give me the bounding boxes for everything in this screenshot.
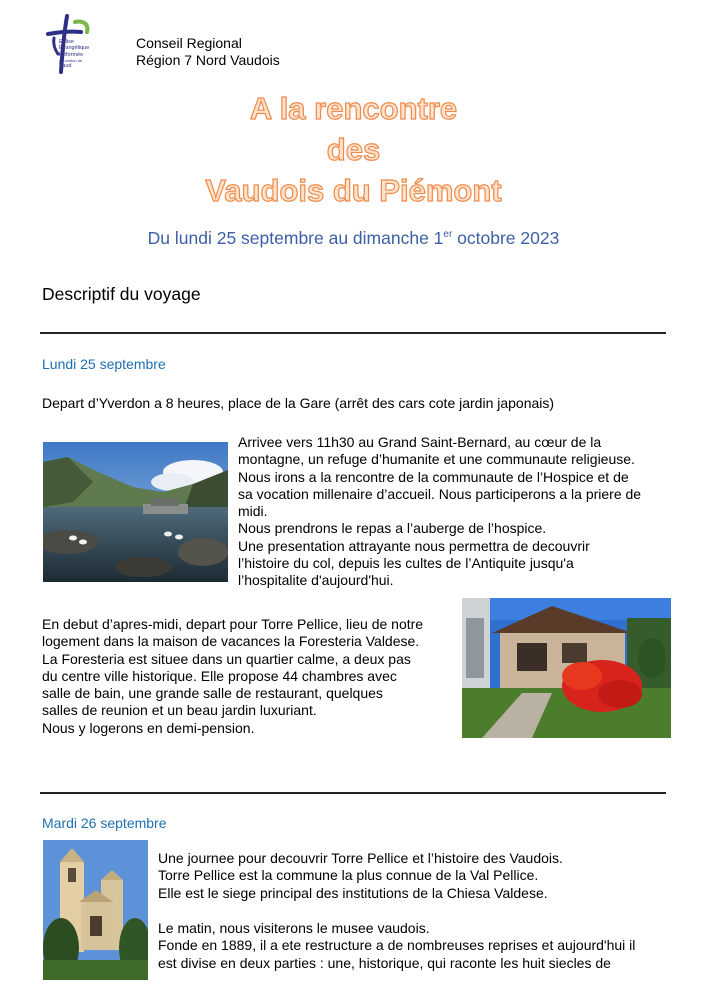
logo-text: Eglise Evangélique Réformée du canton de Vaud	[59, 39, 90, 70]
org-line-1: Conseil Regional	[136, 35, 242, 51]
foresteria-photo	[462, 598, 671, 738]
torre-pellice-church-photo	[43, 840, 148, 980]
grand-saint-bernard-photo	[43, 442, 228, 582]
divider	[40, 792, 666, 794]
section-title: Descriptif du voyage	[42, 284, 201, 304]
org-line-2: Région 7 Nord Vaudois	[136, 52, 280, 68]
page-title	[0, 88, 707, 211]
title-line-1: A la rencontre	[249, 91, 458, 126]
title-line-3: Vaudois du Piémont	[205, 173, 502, 208]
day-heading-monday: Lundi 25 septembre	[42, 356, 166, 372]
divider	[40, 332, 666, 334]
eerv-logo	[45, 14, 100, 76]
day-heading-tuesday: Mardi 26 septembre	[42, 815, 167, 831]
torre-pellice-paragraph: Une journee pour decouvrir Torre Pellice et l’histoire des Vaudois. Torre Pellice est la commune la plus connue de la Val Pellice. Elle est le siege principal des institutions de la Chiesa Valdese.	[158, 850, 563, 901]
foresteria-paragraph: En debut d’apres-midi, depart pour Torre Pellice, lieu de notre logement dans la maison de vacances la Foresteria Valdese. La Foresteria est situee dans un quartier calme, a deux pas du centre ville historique. Elle propose 44 chambres avec salle de bain, une grande salle de restaurant, quelques salles de reunion et un beau jardin luxuriant. Nous y logerons en demi-pension.	[42, 616, 424, 736]
trip-dates: Du lundi 25 septembre au dimanche 1er octobre 2023	[147, 228, 560, 248]
hospice-paragraph: Arrivee vers 11h30 au Grand Saint-Bernard, au cœur de la montagne, un refuge d’humanite et une communaute religieuse. Nous irons a la rencontre de la communaute de l’Hospice et de sa vocation millenaire d’accueil. Nous participerons a la priere de midi. Nous prendrons le repas a l’auberge de l’hospice. Une presentation attrayante nous permettra de decouvrir l’histoire du col, depuis les cultes de l’Antiquite jusqu'a l’hospitalite d'aujourd'hui.	[238, 434, 642, 589]
museum-paragraph: Le matin, nous visiterons le musee vaudois. Fonde en 1889, il a ete restructure a de nombreuses reprises et aujourd'hui il est divise en deux parties : une, historique, qui raconte les huit siecles de	[158, 920, 636, 971]
title-line-2: des	[326, 132, 381, 167]
departure-text: Depart d’Yverdon a 8 heures, place de la Gare (arrêt des cars cote jardin japonais)	[42, 395, 555, 411]
organization-name	[136, 35, 280, 69]
